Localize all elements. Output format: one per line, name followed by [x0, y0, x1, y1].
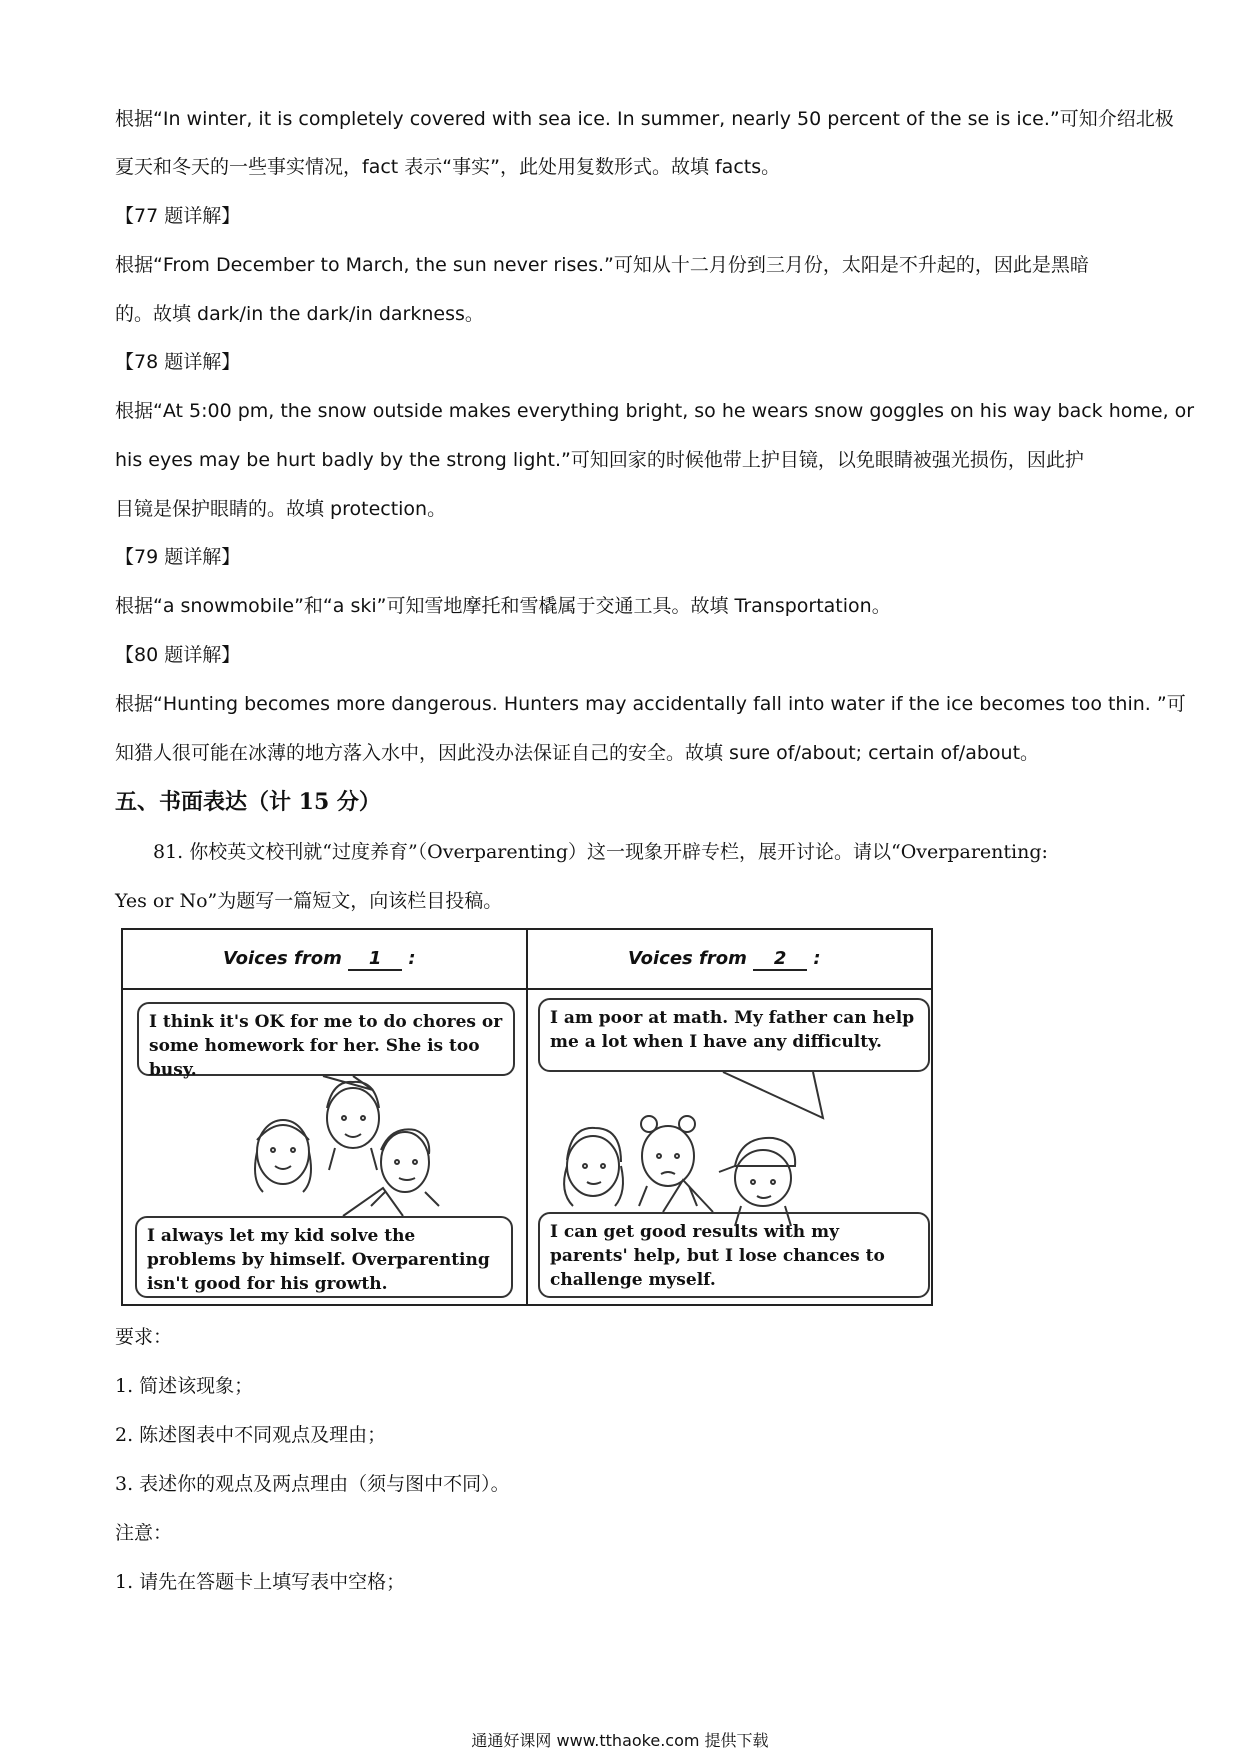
question-heading: 【77 题详解】: [115, 205, 241, 227]
text-line: 根据“Hunting becomes more dangerous. Hunters may accidentally fall into water if the ice becomes too thin. ”可: [115, 693, 1186, 715]
text-line: 根据“In winter, it is completely covered with sea ice. In summer, nearly 50 percent of the se is ice.”可知介绍北极: [115, 108, 1174, 130]
text-line: 根据“From December to March, the sun never rises.”可知从十二月份到三月份，太阳是不升起的，因此是黑暗: [115, 254, 1089, 276]
requirement-item: 3. 表述你的观点及两点理由（须与图中不同）。: [115, 1473, 510, 1495]
text-line: 的。故填 dark/in the dark/in darkness。: [115, 303, 484, 325]
text-line: 根据“a snowmobile”和“a ski”可知雪地摩托和雪橇属于交通工具。故填 Transportation。: [115, 595, 891, 617]
left-header-label: Voices from: [223, 948, 342, 969]
requirements-title: 要求：: [115, 1326, 173, 1348]
left-header-blank: 1: [348, 948, 402, 971]
speech-bubble-left-bottom: I always let my kid solve the problems by himself. Overparenting isn't good for his growth.: [135, 1216, 513, 1298]
notes-title: 注意：: [115, 1522, 173, 1544]
note-item: 1. 请先在答题卡上填写表中空格；: [115, 1571, 406, 1593]
question-heading: 【78 题详解】: [115, 351, 241, 373]
text-line: 目镜是保护眼睛的。故填 protection。: [115, 498, 447, 520]
question-heading: 【80 题详解】: [115, 644, 241, 666]
text-line: 知猎人很可能在冰薄的地方落入水中，因此没办法保证自己的安全。故填 sure of/about; certain of/about。: [115, 742, 1040, 764]
right-header-blank: 2: [753, 948, 807, 971]
speech-bubble-right-top: I am poor at math. My father can help me a lot when I have any difficulty.: [538, 998, 930, 1072]
requirement-item: 1. 简述该现象；: [115, 1375, 254, 1397]
cartoon-figures-illustration: [123, 930, 931, 1304]
text-line: 夏天和冬天的一些事实情况，fact 表示“事实”，此处用复数形式。故填 facts。: [115, 156, 781, 178]
task-line: Yes or No”为题写一篇短文，向该栏目投稿。: [115, 890, 503, 912]
speech-bubble-left-top: I think it's OK for me to do chores or some homework for her. She is too busy.: [137, 1002, 515, 1076]
right-column-header: Voices from 2 :: [628, 948, 821, 969]
requirement-item: 2. 陈述图表中不同观点及理由；: [115, 1424, 387, 1446]
question-heading: 【79 题详解】: [115, 546, 241, 568]
voices-table: [121, 928, 933, 1306]
text-line: 根据“At 5:00 pm, the snow outside makes everything bright, so he wears snow goggles on his way back home, or: [115, 400, 1195, 422]
text-line: his eyes may be hurt badly by the strong light.”可知回家的时候他带上护目镜，以免眼睛被强光损伤，因此护: [115, 449, 1084, 471]
section-title: 五、书面表达（计 15 分）: [115, 789, 381, 815]
right-header-label: Voices from: [628, 948, 747, 969]
task-line: 81. 你校英文校刊就“过度养育”（Overparenting）这一现象开辟专栏，展开讨论。请以“Overparenting:: [153, 841, 1048, 863]
left-column-header: Voices from 1 :: [223, 948, 416, 969]
speech-bubble-right-bottom: I can get good results with my parents' help, but I lose chances to challenge myself.: [538, 1212, 930, 1298]
page-footer: 通通好课网 www.tthaoke.com 提供下载: [471, 1731, 769, 1750]
